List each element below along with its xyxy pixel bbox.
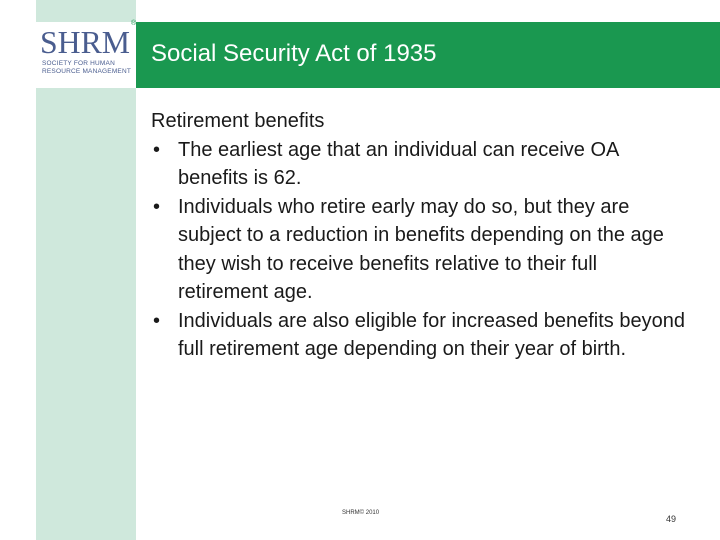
page-number: 49 [666, 514, 677, 524]
bullet-icon: • [153, 309, 161, 332]
slide-title: Social Security Act of 1935 [151, 40, 437, 67]
bullet-item [151, 136, 691, 193]
copyright-note: SHRM© 2010 [342, 510, 380, 516]
logo-caption-line: SOCIETY FOR HUMAN [42, 60, 115, 67]
registered-mark: ® [131, 20, 137, 27]
shrm-logo-mark [40, 26, 132, 56]
bullet-item [151, 307, 691, 364]
shrm-logo-letters: SHRM [40, 26, 130, 56]
logo-caption-line: RESOURCE MANAGEMENT [42, 67, 132, 75]
bullet-text: Individuals are also eligible for increased benefits beyond full retirement age depending on their year of birth. [178, 309, 685, 360]
bullet-list [151, 136, 691, 364]
shrm-logo [36, 22, 136, 88]
shrm-logo-caption [42, 60, 132, 75]
bullet-icon: • [153, 195, 161, 218]
bullet-item [151, 193, 691, 307]
section-heading: Retirement benefits [151, 110, 325, 132]
bullet-text: The earliest age that an individual can receive OA benefits is 62. [178, 138, 619, 189]
bullet-icon: • [153, 138, 161, 161]
bullet-text: Individuals who retire early may do so, but they are subject to a reduction in benefits depending on the age they wish to receive benefits relative to their full retirement age. [178, 195, 664, 303]
slide-body [151, 107, 691, 364]
